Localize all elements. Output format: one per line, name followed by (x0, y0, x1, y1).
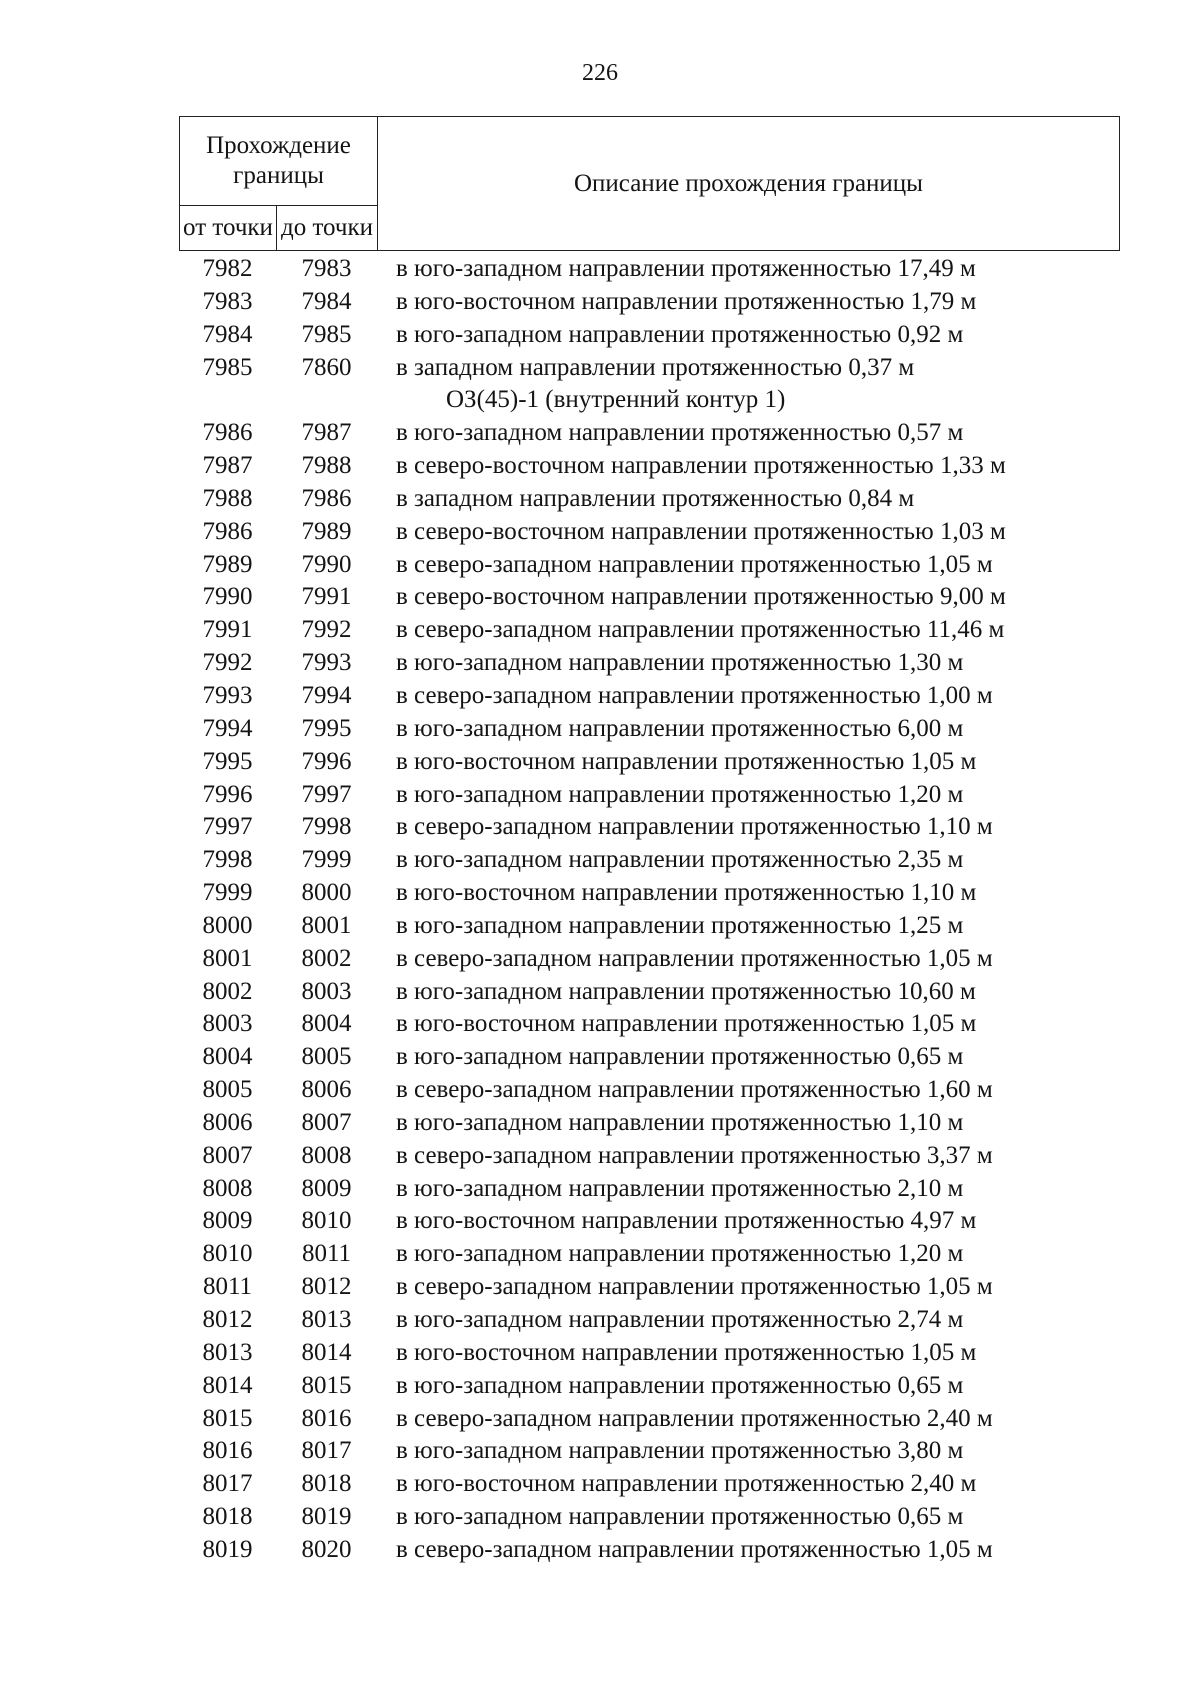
table-row (179, 549, 1120, 582)
from-point-cell: 8001 (202, 944, 253, 972)
from-point-cell: 7993 (202, 681, 253, 709)
description-cell: в юго-западном направлении протяженностью 0,92 м (396, 320, 964, 348)
from-point-cell: 8008 (202, 1174, 253, 1202)
description-cell: в юго-западном направлении протяженностью 2,10 м (396, 1174, 964, 1202)
table-row (179, 1304, 1120, 1337)
description-cell: в юго-западном направлении протяженностью 1,10 м (396, 1108, 964, 1136)
from-point-cell: 7987 (202, 452, 253, 480)
to-point-cell: 7993 (301, 649, 352, 677)
to-point-cell: 8012 (301, 1273, 352, 1301)
description-cell: в северо-западном направлении протяженностью 1,05 м (396, 1535, 993, 1563)
from-point-cell: 7995 (202, 747, 253, 775)
table-row (179, 680, 1120, 713)
to-point-cell: 7989 (301, 517, 352, 545)
to-point-cell: 8020 (301, 1535, 352, 1563)
description-cell: в северо-западном направлении протяженностью 1,05 м (396, 944, 993, 972)
page-number: 226 (582, 60, 618, 86)
description-cell: в юго-западном направлении протяженностью 2,35 м (396, 846, 964, 874)
from-point-cell: 8015 (202, 1404, 253, 1432)
to-point-cell: 7995 (301, 714, 352, 742)
to-point-cell: 8010 (301, 1207, 352, 1235)
description-cell: в северо-западном направлении протяженностью 11,46 м (396, 616, 1005, 644)
table-row (179, 1501, 1120, 1534)
description-cell: в юго-западном направлении протяженностью 1,20 м (396, 780, 964, 808)
description-cell: в юго-западном направлении протяженностью 10,60 м (396, 977, 976, 1005)
description-cell: в юго-восточном направлении протяженностью 1,05 м (396, 1338, 977, 1366)
description-cell: в юго-восточном направлении протяженностью 1,10 м (396, 879, 977, 907)
table-row (179, 1140, 1120, 1173)
to-point-cell: 7986 (301, 484, 352, 512)
to-point-cell: 7994 (301, 681, 352, 709)
from-point-cell: 7986 (202, 419, 253, 447)
description-cell: в юго-восточном направлении протяженностью 2,40 м (396, 1470, 977, 1498)
table-row (179, 844, 1120, 877)
to-point-cell: 7985 (301, 320, 352, 348)
table-row (179, 1337, 1120, 1370)
to-point-cell: 8002 (301, 944, 352, 972)
table-row (179, 746, 1120, 779)
from-point-cell: 8018 (202, 1503, 253, 1531)
header-description: Описание прохождения границы (378, 117, 1120, 251)
table-row (179, 417, 1120, 450)
description-cell: в юго-восточном направлении протяженностью 1,05 м (396, 747, 977, 775)
description-cell: в юго-западном направлении протяженностью 1,30 м (396, 649, 964, 677)
from-point-cell: 8016 (202, 1437, 253, 1465)
from-point-cell: 7997 (202, 813, 253, 841)
to-point-cell: 7860 (301, 353, 352, 381)
table-row (179, 581, 1120, 614)
description-cell: в северо-западном направлении протяженностью 3,37 м (396, 1141, 993, 1169)
to-point-cell: 8001 (301, 911, 352, 939)
description-cell: в северо-западном направлении протяженностью 1,60 м (396, 1076, 993, 1104)
description-cell: в юго-западном направлении протяженностью 2,74 м (396, 1306, 964, 1333)
to-point-cell: 8006 (301, 1076, 352, 1104)
to-point-cell: 8019 (301, 1503, 352, 1531)
to-point-cell: 8013 (301, 1306, 352, 1333)
table-row (179, 319, 1120, 352)
from-point-cell: 7996 (202, 780, 253, 808)
from-point-cell: 8002 (202, 977, 253, 1005)
from-point-cell: 7989 (202, 550, 253, 578)
table-row (179, 1074, 1120, 1107)
table-row (179, 1370, 1120, 1403)
table-row (179, 450, 1120, 483)
table-row (179, 1534, 1120, 1567)
from-point-cell: 8004 (202, 1043, 253, 1071)
to-point-cell: 8017 (301, 1437, 352, 1465)
table-row (179, 811, 1120, 844)
from-point-cell: 7992 (202, 649, 253, 677)
from-point-cell: 7999 (202, 879, 253, 907)
description-cell: в западном направлении протяженностью 0,37 м (396, 353, 915, 381)
table-row (179, 352, 1120, 385)
from-point-cell: 7984 (202, 320, 253, 348)
from-point-cell: 7986 (202, 517, 253, 545)
description-cell: в юго-западном направлении протяженностью 0,57 м (396, 419, 964, 447)
from-point-cell: 8007 (202, 1141, 253, 1169)
table-row (179, 976, 1120, 1009)
from-point-cell: 7994 (202, 714, 253, 742)
description-cell: в юго-западном направлении протяженностью 3,80 м (396, 1437, 964, 1465)
to-point-cell: 8004 (301, 1010, 352, 1038)
description-cell: в северо-западном направлении протяженностью 1,05 м (396, 1273, 993, 1301)
to-point-cell: 7987 (301, 419, 352, 447)
table-row (179, 910, 1120, 943)
description-cell: в юго-западном направлении протяженностью 17,49 м (396, 255, 976, 282)
to-point-cell: 8009 (301, 1174, 352, 1202)
to-point-cell: 7983 (301, 255, 352, 282)
description-cell: в северо-западном направлении протяженностью 1,10 м (396, 813, 993, 841)
description-cell: в северо-восточном направлении протяженностью 1,33 м (396, 452, 1006, 480)
table-row (179, 1271, 1120, 1304)
header-from-point: от точки (180, 205, 277, 250)
table-row (179, 779, 1120, 812)
header-to-point: до точки (277, 205, 378, 250)
to-point-cell: 7998 (301, 813, 352, 841)
description-cell: в юго-западном направлении протяженностью 0,65 м (396, 1043, 964, 1071)
description-cell: в западном направлении протяженностью 0,84 м (396, 484, 915, 512)
table-body (179, 253, 1120, 1567)
to-point-cell: 8015 (301, 1371, 352, 1399)
table-row (179, 1238, 1120, 1271)
description-cell: в юго-западном направлении протяженностью 0,65 м (396, 1503, 964, 1531)
to-point-cell: 7984 (301, 287, 352, 315)
from-point-cell: 8011 (202, 1273, 253, 1301)
table-row (179, 1008, 1120, 1041)
from-point-cell: 8006 (202, 1108, 253, 1136)
to-point-cell: 7990 (301, 550, 352, 578)
description-cell: в северо-восточном направлении протяженностью 9,00 м (396, 583, 1006, 611)
table-row (179, 286, 1120, 319)
description-cell: в северо-восточном направлении протяженностью 1,03 м (396, 517, 1006, 545)
to-point-cell: 8003 (301, 977, 352, 1005)
from-point-cell: 7988 (202, 484, 253, 512)
from-point-cell: 7982 (202, 255, 253, 282)
description-cell: в северо-западном направлении протяженностью 2,40 м (396, 1404, 993, 1432)
to-point-cell: 8011 (301, 1240, 352, 1268)
from-point-cell: 8000 (202, 911, 253, 939)
section-heading: ОЗ(45)-1 (внутренний контур 1) (446, 386, 786, 414)
to-point-cell: 7992 (301, 616, 352, 644)
to-point-cell: 7991 (301, 583, 352, 611)
table-row (179, 516, 1120, 549)
from-point-cell: 7991 (202, 616, 253, 644)
from-point-cell: 7985 (202, 353, 253, 381)
table-row (179, 1468, 1120, 1501)
to-point-cell: 7996 (301, 747, 352, 775)
to-point-cell: 8016 (301, 1404, 352, 1432)
table-row (179, 1205, 1120, 1238)
table-row (179, 253, 1120, 286)
description-cell: в северо-западном направлении протяженностью 1,00 м (396, 681, 993, 709)
table-row (179, 614, 1120, 647)
from-point-cell: 8009 (202, 1207, 253, 1235)
description-cell: в северо-западном направлении протяженностью 1,05 м (396, 550, 993, 578)
from-point-cell: 7983 (202, 287, 253, 315)
description-cell: в юго-восточном направлении протяженностью 4,97 м (396, 1207, 977, 1235)
description-cell: в юго-западном направлении протяженностью 1,20 м (396, 1240, 964, 1268)
to-point-cell: 7997 (301, 780, 352, 808)
table-row (179, 1403, 1120, 1436)
table-row (179, 1435, 1120, 1468)
to-point-cell: 7988 (301, 452, 352, 480)
from-point-cell: 8010 (202, 1240, 253, 1268)
description-cell: в юго-западном направлении протяженностью 6,00 м (396, 714, 964, 742)
from-point-cell: 8003 (202, 1010, 253, 1038)
header-passage: Прохождение границы (180, 117, 378, 206)
table-header (179, 116, 1120, 251)
table-row (179, 1041, 1120, 1074)
from-point-cell: 7990 (202, 583, 253, 611)
to-point-cell: 8014 (301, 1338, 352, 1366)
from-point-cell: 8005 (202, 1076, 253, 1104)
from-point-cell: 8014 (202, 1371, 253, 1399)
description-cell: в юго-западном направлении протяженностью 0,65 м (396, 1371, 964, 1399)
to-point-cell: 8005 (301, 1043, 352, 1071)
to-point-cell: 8000 (301, 879, 352, 907)
from-point-cell: 8017 (202, 1470, 253, 1498)
table-row (179, 877, 1120, 910)
table-row (179, 1173, 1120, 1206)
from-point-cell: 8013 (202, 1338, 253, 1366)
description-cell: в юго-западном направлении протяженностью 1,25 м (396, 911, 964, 939)
table-row (179, 1107, 1120, 1140)
to-point-cell: 8008 (301, 1141, 352, 1169)
description-cell: в юго-восточном направлении протяженностью 1,79 м (396, 287, 977, 315)
from-point-cell: 8012 (202, 1306, 253, 1333)
to-point-cell: 7999 (301, 846, 352, 874)
table-row (179, 713, 1120, 746)
to-point-cell: 8007 (301, 1108, 352, 1136)
from-point-cell: 8019 (202, 1535, 253, 1563)
table-row (179, 943, 1120, 976)
from-point-cell: 7998 (202, 846, 253, 874)
to-point-cell: 8018 (301, 1470, 352, 1498)
description-cell: в юго-восточном направлении протяженностью 1,05 м (396, 1010, 977, 1038)
table-row (179, 483, 1120, 516)
table-row (179, 647, 1120, 680)
